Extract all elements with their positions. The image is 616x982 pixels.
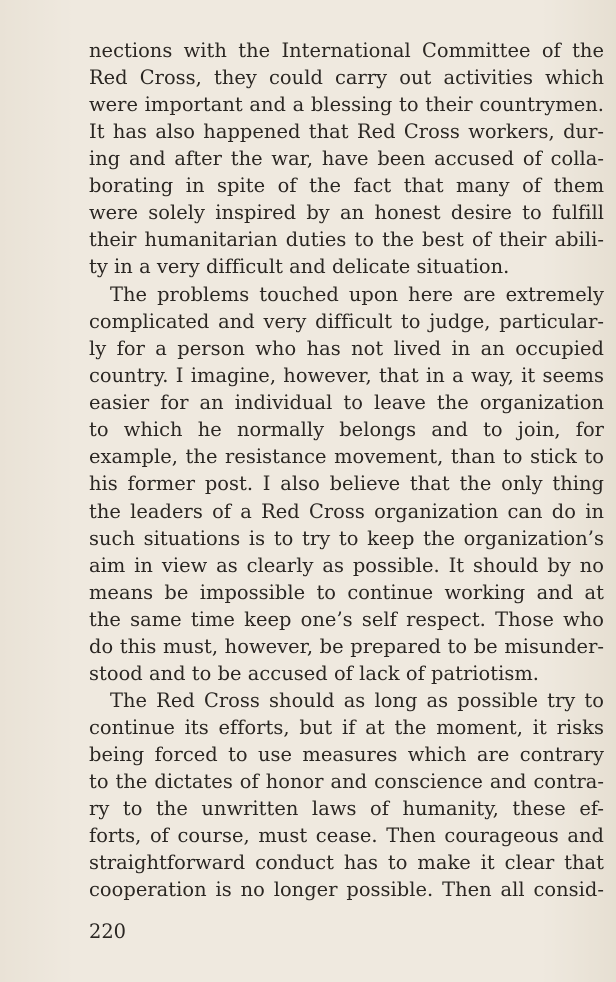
text-line: ty in a very difficult and delicate situation. [89, 255, 510, 278]
text-line: the same time keep one’s self respect. Those who [89, 608, 604, 631]
text-line: nections with the International Committee of the [89, 39, 604, 62]
text-line: forts, of course, must cease. Then courageous and [89, 824, 604, 847]
text-line: Red Cross, they could carry out activities which [89, 66, 604, 89]
text-line: to which he normally belongs and to join, for [89, 418, 604, 441]
text-line: such situations is to try to keep the organization’s [89, 527, 604, 550]
text-line: were important and a blessing to their countrymen. [89, 93, 604, 116]
text-line: ing and after the war, have been accused of colla- [89, 147, 604, 170]
text-line: example, the resistance movement, than to stick to [89, 445, 604, 468]
text-line: their humanitarian duties to the best of their abili- [89, 228, 604, 251]
text-line: stood and to be accused of lack of patriotism. [89, 662, 540, 685]
text-line: It has also happened that Red Cross workers, dur- [89, 120, 604, 143]
text-line: continue its efforts, but if at the moment, it risks [89, 716, 604, 739]
text-line: ry to the unwritten laws of humanity, these ef- [89, 797, 604, 820]
text-line: do this must, however, be prepared to be misunder- [89, 635, 604, 658]
text-line: cooperation is no longer possible. Then all consid- [89, 878, 604, 901]
text-line: The Red Cross should as long as possible try to [110, 689, 604, 712]
text-line: aim in view as clearly as possible. It should by no [89, 554, 604, 577]
text-line: complicated and very difficult to judge, particular- [89, 310, 604, 333]
text-line: being forced to use measures which are contrary [89, 743, 604, 766]
text-line: to the dictates of honor and conscience and contra- [89, 770, 604, 793]
text-line: straightforward conduct has to make it clear that [89, 851, 604, 874]
text-line: means be impossible to continue working and at [89, 581, 604, 604]
text-line: ly for a person who has not lived in an occupied [89, 337, 604, 360]
text-line: the leaders of a Red Cross organization can do in [89, 500, 604, 523]
text-line: The problems touched upon here are extremely [110, 283, 604, 306]
text-line: were solely inspired by an honest desire to fulfill [89, 201, 604, 224]
text-line: country. I imagine, however, that in a way, it seems [89, 364, 604, 387]
text-line: borating in spite of the fact that many of them [89, 174, 604, 197]
text-line: his former post. I also believe that the only thing [89, 472, 604, 495]
page-number: 220 [89, 920, 127, 943]
text-line: easier for an individual to leave the organization [89, 391, 604, 414]
